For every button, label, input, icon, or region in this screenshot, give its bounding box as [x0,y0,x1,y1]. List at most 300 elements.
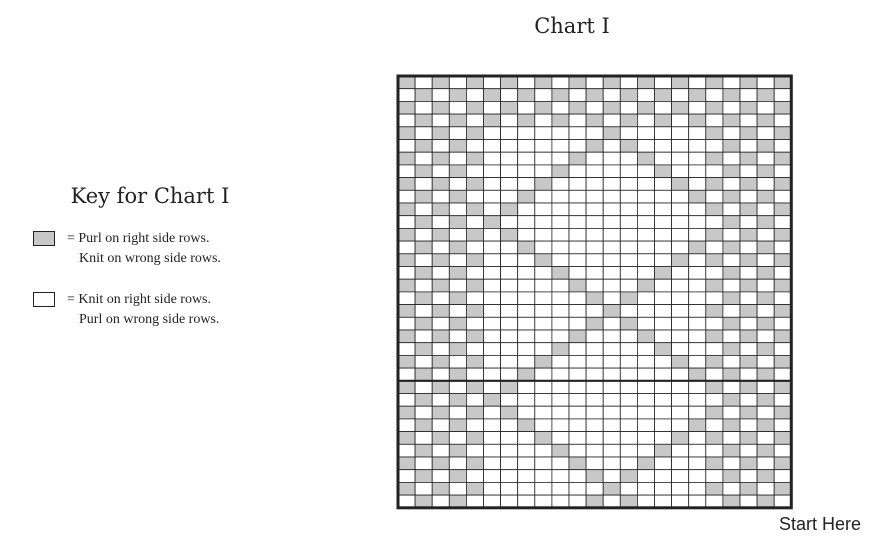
chart-cell [757,495,774,508]
chart-cell [723,355,740,368]
chart-cell [501,355,518,368]
chart-cell [740,101,757,114]
chart-cell [723,305,740,318]
chart-cell [620,165,637,178]
chart-cell [569,368,586,381]
chart-cell [586,216,603,229]
chart-cell [723,292,740,305]
chart-cell [723,178,740,191]
chart-cell [501,292,518,305]
chart-cell [689,419,706,432]
chart-cell [449,127,466,140]
chart-cell [449,432,466,445]
chart-cell [518,355,535,368]
chart-cell [706,381,723,394]
chart-cell [757,406,774,419]
chart-cell [706,355,723,368]
chart-cell [449,114,466,127]
chart-cell [432,228,449,241]
chart-cell [706,368,723,381]
chart-cell [774,495,791,508]
chart-cell [535,140,552,153]
chart-cell [466,419,483,432]
chart-cell [723,394,740,407]
chart-cell [655,114,672,127]
chart-cell [449,89,466,102]
chart-cell [586,419,603,432]
chart-cell [723,228,740,241]
chart-cell [672,76,689,89]
chart-cell [723,457,740,470]
chart-cell [449,178,466,191]
chart-cell [484,305,501,318]
chart-cell [501,127,518,140]
chart-cell [569,152,586,165]
chart-cell [518,394,535,407]
chart-cell [757,432,774,445]
chart-cell [398,152,415,165]
chart-cell [484,267,501,280]
chart-cell [586,381,603,394]
chart-cell [620,178,637,191]
chart-cell [535,152,552,165]
chart-cell [398,406,415,419]
chart-cell [603,228,620,241]
chart-cell [723,432,740,445]
chart-cell [398,279,415,292]
chart-cell [603,406,620,419]
chart-cell [723,343,740,356]
chart-cell [757,114,774,127]
chart-cell [723,76,740,89]
chart-cell [672,89,689,102]
chart-cell [552,203,569,216]
chart-cell [449,406,466,419]
chart-cell [740,89,757,102]
chart-cell [603,140,620,153]
chart-cell [569,470,586,483]
chart-cell [398,381,415,394]
chart-cell [484,228,501,241]
chart-cell [466,355,483,368]
chart-cell [449,343,466,356]
chart-cell [518,228,535,241]
chart-cell [740,444,757,457]
chart-cell [466,152,483,165]
chart-cell [655,406,672,419]
chart-cell [398,368,415,381]
chart-cell [415,101,432,114]
chart-cell [449,381,466,394]
chart-cell [723,482,740,495]
chart-cell [620,330,637,343]
chart-cell [655,203,672,216]
chart-cell [689,343,706,356]
key-purl-line2: Knit on wrong side rows. [79,251,221,266]
chart-cell [501,178,518,191]
chart-cell [637,381,654,394]
chart-cell [415,127,432,140]
chart-cell [774,305,791,318]
chart-cell [672,292,689,305]
chart-cell [501,267,518,280]
chart-cell [706,89,723,102]
start-here-label: Start Here [779,514,862,534]
chart-cell [501,406,518,419]
chart-cell [586,190,603,203]
chart-cell [501,165,518,178]
chart-cell [535,394,552,407]
chart-cell [552,152,569,165]
chart-cell [535,432,552,445]
chart-cell [689,101,706,114]
chart-cell [689,152,706,165]
chart-cell [655,292,672,305]
chart-cell [449,101,466,114]
chart-cell [689,470,706,483]
chart-cell [620,495,637,508]
chart-cell [518,381,535,394]
chart-cell [774,127,791,140]
chart-cell [586,254,603,267]
chart-cell [501,140,518,153]
chart-cell [484,292,501,305]
chart-cell [552,419,569,432]
chart-cell [484,254,501,267]
chart-cell [723,140,740,153]
chart-cell [398,190,415,203]
chart-cell [706,305,723,318]
chart-cell [415,89,432,102]
chart-cell [723,330,740,343]
chart-cell [484,406,501,419]
key-purl-line1: = Purl on right side rows. [67,231,210,246]
chart-cell [552,216,569,229]
chart-cell [757,419,774,432]
chart-cell [672,203,689,216]
chart-cell [757,381,774,394]
chart-cell [415,457,432,470]
chart-cell [689,114,706,127]
chart-cell [569,305,586,318]
chart-cell [689,178,706,191]
chart-cell [398,216,415,229]
chart-cell [672,165,689,178]
chart-cell [774,241,791,254]
chart-cell [774,419,791,432]
chart-cell [398,432,415,445]
chart-cell [740,432,757,445]
chart-cell [689,495,706,508]
chart-cell [774,152,791,165]
chart-cell [689,406,706,419]
chart-cell [637,114,654,127]
chart-cell [569,279,586,292]
chart-cell [706,495,723,508]
chart-cell [740,140,757,153]
chart-cell [672,101,689,114]
chart-cell [689,89,706,102]
chart-cell [586,114,603,127]
chart-cell [586,178,603,191]
chart-cell [774,76,791,89]
chart-cell [757,178,774,191]
chart-cell [655,432,672,445]
chart-cell [672,305,689,318]
chart-cell [637,470,654,483]
chart-cell [723,190,740,203]
chart-cell [774,470,791,483]
key-title: Key for Chart I [70,184,230,208]
chart-cell [706,76,723,89]
chart-cell [552,178,569,191]
chart-cell [398,76,415,89]
chart-cell [723,419,740,432]
chart-cell [569,394,586,407]
chart-cell [740,190,757,203]
chart-cell [655,305,672,318]
chart-cell [689,267,706,280]
chart-cell [432,406,449,419]
chart-cell [603,76,620,89]
chart-cell [501,76,518,89]
chart-cell [518,101,535,114]
chart-cell [484,330,501,343]
chart-cell [398,457,415,470]
chart-cell [484,190,501,203]
chart-cell [518,241,535,254]
chart-cell [552,190,569,203]
chart-cell [415,355,432,368]
chart-cell [449,152,466,165]
chart-cell [535,368,552,381]
chart-cell [689,165,706,178]
chart-cell [552,89,569,102]
chart-cell [501,368,518,381]
chart-cell [432,216,449,229]
chart-cell [655,470,672,483]
chart-cell [535,292,552,305]
chart-cell [501,317,518,330]
chart-cell [723,89,740,102]
chart-cell [757,216,774,229]
chart-cell [432,317,449,330]
chart-cell [672,127,689,140]
chart-cell [518,470,535,483]
chart-cell [706,178,723,191]
chart-cell [740,127,757,140]
chart-cell [432,330,449,343]
chart-cell [689,203,706,216]
chart-cell [432,470,449,483]
chart-cell [535,216,552,229]
chart-cell [620,241,637,254]
chart-cell [603,355,620,368]
chart-cell [706,279,723,292]
chart-cell [432,241,449,254]
chart-cell [518,444,535,457]
chart-cell [415,241,432,254]
chart-cell [689,76,706,89]
chart-cell [535,355,552,368]
chart-cell [398,343,415,356]
chart-cell [603,457,620,470]
chart-cell [552,482,569,495]
chart-cell [484,241,501,254]
chart-cell [774,279,791,292]
chart-cell [603,305,620,318]
chart-cell [501,343,518,356]
chart-cell [723,406,740,419]
chart-cell [569,419,586,432]
chart-cell [706,292,723,305]
chart-cell [740,381,757,394]
chart-cell [415,279,432,292]
chart-cell [535,89,552,102]
chart-cell [415,228,432,241]
chart-cell [398,140,415,153]
chart-cell [637,140,654,153]
chart-cell [518,419,535,432]
chart-cell [518,190,535,203]
chart-cell [569,165,586,178]
chart-cell [449,292,466,305]
chart-cell [398,101,415,114]
chart-cell [774,114,791,127]
chart-cell [774,267,791,280]
chart-cell [706,254,723,267]
chart-cell [432,101,449,114]
chart-cell [655,241,672,254]
chart-cell [655,190,672,203]
chart-cell [466,330,483,343]
chart-cell [620,394,637,407]
chart-cell [706,432,723,445]
chart-cell [518,305,535,318]
chart-cell [449,140,466,153]
chart-cell [774,406,791,419]
chart-cell [466,495,483,508]
chart-cell [535,305,552,318]
chart-cell [518,178,535,191]
chart-cell [637,178,654,191]
chart-cell [484,470,501,483]
chart-cell [449,241,466,254]
chart-cell [449,165,466,178]
chart-cell [518,495,535,508]
chart-cell [637,305,654,318]
chart-cell [740,152,757,165]
chart-cell [415,432,432,445]
chart-cell [637,241,654,254]
chart-cell [484,444,501,457]
chart-cell [466,279,483,292]
chart-cell [484,419,501,432]
chart-cell [774,190,791,203]
chart-cell [552,140,569,153]
chart-cell [398,330,415,343]
chart-cell [518,317,535,330]
chart-cell [672,432,689,445]
chart-cell [535,165,552,178]
chart-cell [535,228,552,241]
chart-cell [620,444,637,457]
chart-cell [518,140,535,153]
chart-cell [569,406,586,419]
chart-cell [740,292,757,305]
chart-cell [620,101,637,114]
chart-cell [552,165,569,178]
chart-cell [449,228,466,241]
chart-cell [432,432,449,445]
chart-cell [637,495,654,508]
chart-cell [552,470,569,483]
chart-cell [655,495,672,508]
chart-cell [655,457,672,470]
chart-cell [757,368,774,381]
chart-cell [432,190,449,203]
chart-cell [466,178,483,191]
chart-cell [432,482,449,495]
chart-cell [706,444,723,457]
chart-cell [706,101,723,114]
chart-cell [552,114,569,127]
chart-cell [535,127,552,140]
chart-cell [655,482,672,495]
chart-cell [740,228,757,241]
chart-cell [466,241,483,254]
chart-cell [535,178,552,191]
chart-cell [449,216,466,229]
chart-cell [672,444,689,457]
chart-cell [757,470,774,483]
chart-cell [723,241,740,254]
chart-cell [552,317,569,330]
chart-cell [466,394,483,407]
chart-cell [740,406,757,419]
chart-cell [774,317,791,330]
chart-cell [501,305,518,318]
chart-cell [552,368,569,381]
chart-cell [535,267,552,280]
chart-cell [655,394,672,407]
chart-cell [757,89,774,102]
chart-cell [466,101,483,114]
chart-cell [552,267,569,280]
chart-cell [672,381,689,394]
chart-cell [706,482,723,495]
chart-cell [774,292,791,305]
chart-cell [774,254,791,267]
chart-cell [706,228,723,241]
chart-cell [518,114,535,127]
chart-cell [586,457,603,470]
chart-cell [586,241,603,254]
chart-cell [603,216,620,229]
chart-cell [603,317,620,330]
chart-cell [484,178,501,191]
chart-cell [415,114,432,127]
chart-cell [398,355,415,368]
chart-cell [757,394,774,407]
chart-cell [552,355,569,368]
chart-cell [449,470,466,483]
chart-cell [689,368,706,381]
chart-cell [569,241,586,254]
chart-cell [723,254,740,267]
chart-cell [723,279,740,292]
chart-cell [586,343,603,356]
